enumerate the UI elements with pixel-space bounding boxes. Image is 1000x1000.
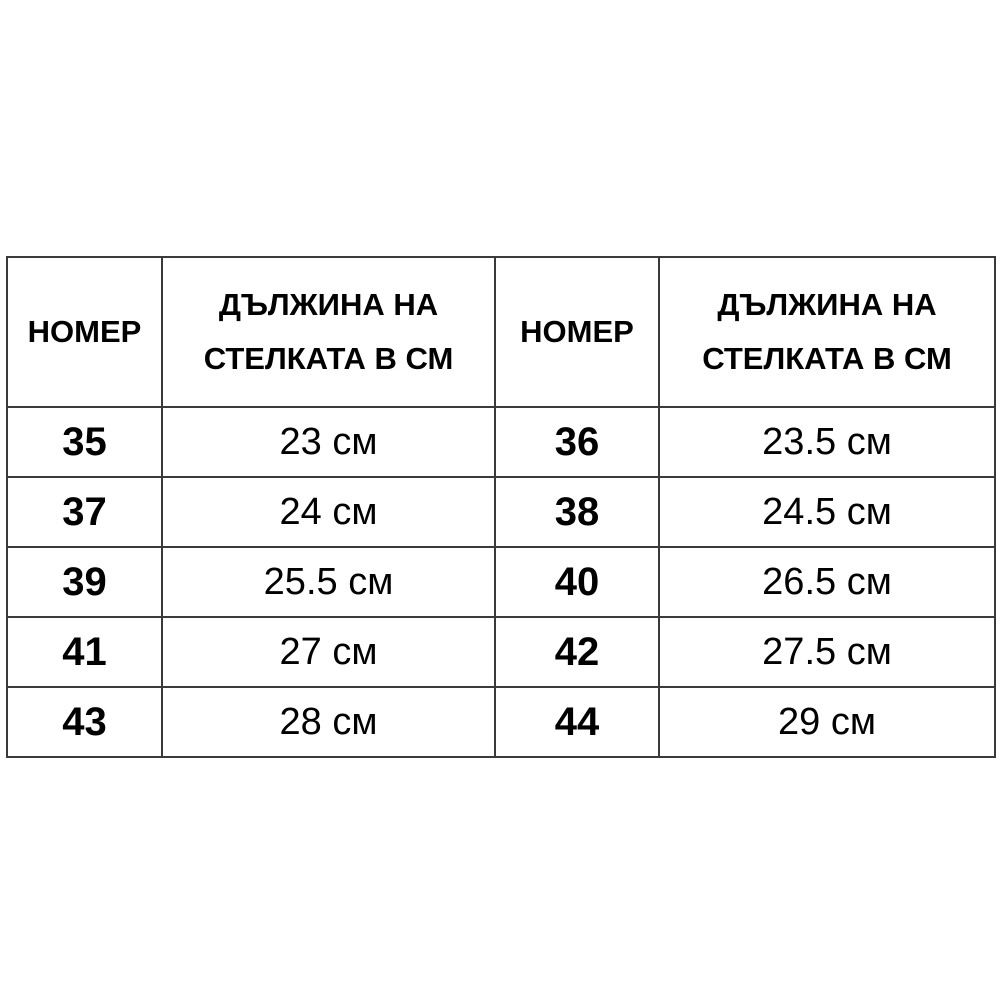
table-body xyxy=(7,407,995,757)
header-length-right-line-1: ДЪЛЖИНА НА xyxy=(717,287,937,322)
table-header xyxy=(7,257,995,407)
header-size-right: НОМЕР xyxy=(495,257,659,407)
header-length-left-line-1: ДЪЛЖИНА НА xyxy=(218,287,439,322)
header-row xyxy=(7,257,995,407)
header-length-right-line-2: СТЕЛКАТА В СМ xyxy=(702,341,952,376)
length-right-cell: 24.5 см xyxy=(659,477,995,547)
size-left-cell: 41 xyxy=(7,617,162,687)
size-right-cell: 40 xyxy=(495,547,659,617)
header-length-left-line-2: СТЕЛКАТА В СМ xyxy=(203,341,454,376)
table-row xyxy=(7,617,995,687)
size-left-cell: 37 xyxy=(7,477,162,547)
length-right-cell: 23.5 см xyxy=(659,407,995,477)
header-size-left: НОМЕР xyxy=(7,257,162,407)
shoe-size-table xyxy=(6,256,996,758)
length-left-cell: 24 см xyxy=(162,477,495,547)
table-row xyxy=(7,407,995,477)
length-left-cell: 23 см xyxy=(162,407,495,477)
length-right-cell: 26.5 см xyxy=(659,547,995,617)
table-row xyxy=(7,687,995,757)
size-right-cell: 44 xyxy=(495,687,659,757)
size-left-cell: 43 xyxy=(7,687,162,757)
size-left-cell: 39 xyxy=(7,547,162,617)
header-length-left xyxy=(162,257,495,407)
header-length-right xyxy=(659,257,995,407)
size-right-cell: 36 xyxy=(495,407,659,477)
size-right-cell: 42 xyxy=(495,617,659,687)
table-row xyxy=(7,477,995,547)
length-left-cell: 25.5 см xyxy=(162,547,495,617)
length-right-cell: 27.5 см xyxy=(659,617,995,687)
size-right-cell: 38 xyxy=(495,477,659,547)
length-left-cell: 27 см xyxy=(162,617,495,687)
length-left-cell: 28 см xyxy=(162,687,495,757)
table-row xyxy=(7,547,995,617)
size-left-cell: 35 xyxy=(7,407,162,477)
length-right-cell: 29 см xyxy=(659,687,995,757)
